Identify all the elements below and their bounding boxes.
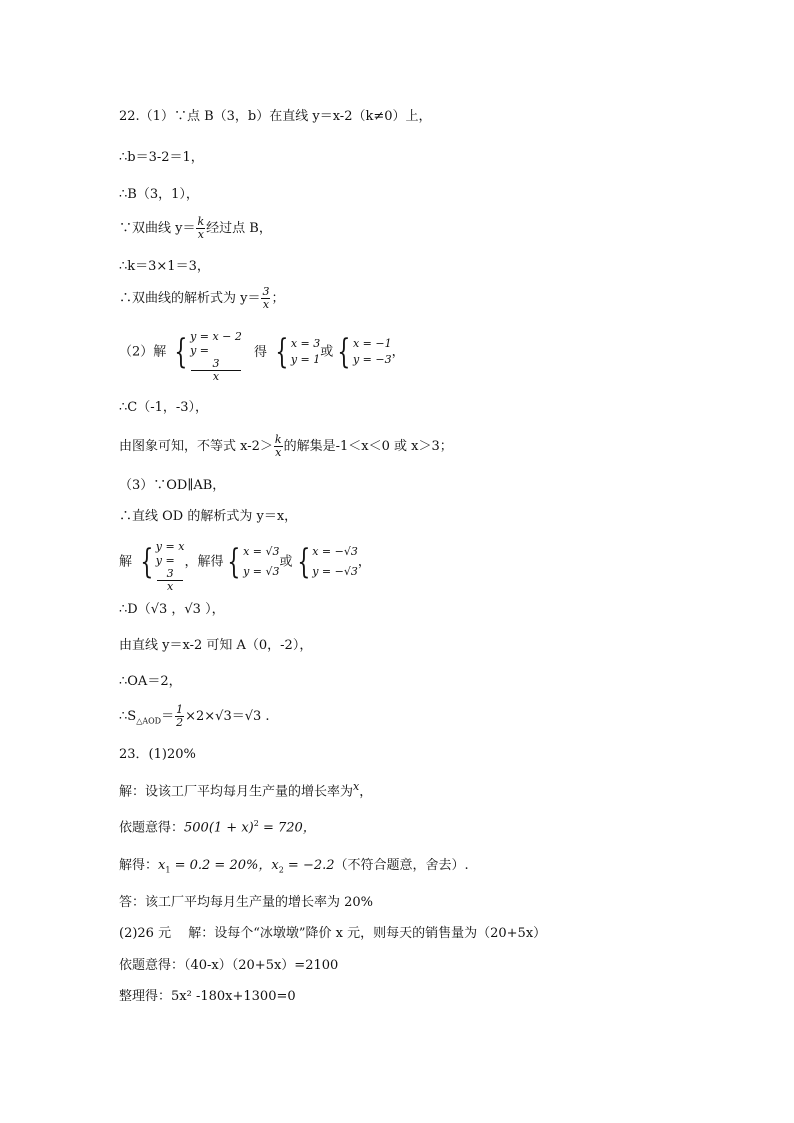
analytic-line xyxy=(119,286,285,311)
area-line xyxy=(119,704,270,731)
text-line: 22.（1）∵点 B（3，b）在直线 y＝x-2（k≠0）上， xyxy=(119,109,432,124)
equation: x = 3 xyxy=(290,337,321,350)
equation: y = √3 xyxy=(243,565,280,578)
equation-system xyxy=(170,330,242,383)
text: 解：设该工厂平均每月生产量的增长率为 xyxy=(119,784,354,800)
hyperbola-line xyxy=(119,216,272,241)
numerator: 3 xyxy=(262,285,270,298)
equation xyxy=(190,344,242,383)
equation: x = −1 xyxy=(352,337,392,350)
text: 或 xyxy=(320,344,334,360)
text: 由图象可知，不等式 x-2＞ xyxy=(119,439,273,454)
denominator: x xyxy=(212,370,220,383)
text: ， xyxy=(359,784,373,800)
brace-icon: { xyxy=(275,332,289,372)
text: ，解得 xyxy=(184,554,224,570)
text: ∴S xyxy=(119,709,137,724)
variable: x xyxy=(353,780,360,793)
expression: 500(1 + x) xyxy=(184,820,254,836)
equation-system xyxy=(136,540,185,593)
solution-system xyxy=(271,332,321,372)
numerator: k xyxy=(274,433,282,446)
value: = 0.2 = 20%， xyxy=(170,858,272,873)
text-line: 整理得：5x² -180x+1300=0 xyxy=(119,989,296,1004)
text: 经过点 B， xyxy=(206,221,272,236)
fraction xyxy=(196,216,205,241)
subscript: △AOD xyxy=(136,716,162,726)
text: 的解集是-1＜x＜0 或 x＞3； xyxy=(283,439,453,454)
denominator: x xyxy=(275,446,282,459)
variable: x xyxy=(271,858,279,873)
solution-line xyxy=(119,857,469,880)
text-line: (2)26 元 解：设每个“冰墩墩”降价 x 元，则每天的销售量为（20+5x） xyxy=(119,926,547,941)
text-line: ∴C（-1，-3）， xyxy=(119,400,209,415)
equation: y = −3 xyxy=(352,353,392,366)
system-line-1 xyxy=(119,330,405,383)
text-line: ∴OA＝2， xyxy=(119,674,182,689)
equation: y = 1 xyxy=(290,353,321,366)
subscript: 1 xyxy=(165,865,171,875)
numerator: 3 xyxy=(191,358,241,371)
equation: y = x xyxy=(155,540,185,553)
growth-line xyxy=(119,778,372,801)
inequality-line xyxy=(119,434,453,459)
equation: y = x − 2 xyxy=(190,330,242,343)
subscript: 2 xyxy=(278,865,284,875)
text: y = xyxy=(190,344,209,357)
equation: x = −√3 xyxy=(312,545,358,558)
text-line: ∴D（√3 ，√3 ）， xyxy=(119,602,225,617)
brace-icon: { xyxy=(296,542,310,582)
text: 解得： xyxy=(119,858,159,873)
fraction xyxy=(261,286,270,311)
text: 依题意得： xyxy=(119,820,185,836)
value: = −2.2 xyxy=(283,858,335,873)
equation xyxy=(156,554,185,593)
denominator: x xyxy=(167,580,174,593)
text: ； xyxy=(271,291,285,306)
solution-system xyxy=(333,332,392,372)
text-line: （3）∵OD∥AB， xyxy=(119,478,226,493)
equation-line xyxy=(119,815,316,837)
fraction xyxy=(274,434,283,459)
fraction xyxy=(191,358,241,383)
text: ∴双曲线的解析式为 y＝ xyxy=(119,291,261,306)
text: ， xyxy=(357,554,371,570)
text: （不符合题意，舍去）. xyxy=(334,858,469,873)
variable: x xyxy=(158,858,166,873)
brace-icon: { xyxy=(337,332,351,372)
denominator: x xyxy=(262,298,270,311)
numerator: 3 xyxy=(157,568,184,581)
brace-icon: { xyxy=(174,332,188,372)
brace-icon: { xyxy=(227,542,241,582)
denominator: 2 xyxy=(176,716,184,729)
exponent: 2 xyxy=(253,819,259,828)
text-line: 答：该工厂平均每月生产量的增长率为 20% xyxy=(119,895,374,910)
text: ， xyxy=(391,344,405,360)
text: y = xyxy=(155,554,175,567)
numerator: k xyxy=(197,215,205,228)
text: 解 xyxy=(119,554,133,570)
text-line: ∴b＝3-2＝1， xyxy=(119,150,204,165)
text: 或 xyxy=(279,554,293,570)
text: ＝ xyxy=(161,709,175,724)
text-line: 23．(1)20% xyxy=(119,747,196,762)
text-line: ∴B（3，1）， xyxy=(119,187,199,202)
numerator: 1 xyxy=(176,703,184,716)
text: ×2×√3＝√3 . xyxy=(185,709,270,724)
solution-system xyxy=(223,542,280,582)
fraction xyxy=(175,704,184,729)
equation: x = √3 xyxy=(243,545,280,558)
text-line: 由直线 y＝x-2 可知 A（0，-2）， xyxy=(119,638,313,653)
text: 得 xyxy=(254,344,268,360)
text-line: ∴直线 OD 的解析式为 y＝x， xyxy=(119,509,298,524)
solution-system xyxy=(293,542,358,582)
expression: = 720， xyxy=(258,820,316,836)
system-line-2 xyxy=(119,540,371,593)
brace-icon: { xyxy=(140,542,154,582)
text-line: 依题意得：（40-x）（20+5x）=2100 xyxy=(119,958,339,973)
fraction xyxy=(157,568,184,593)
text: ∵双曲线 y＝ xyxy=(119,221,196,236)
equation: y = −√3 xyxy=(312,565,358,578)
denominator: x xyxy=(197,228,204,241)
text-line: ∴k＝3×1＝3， xyxy=(119,259,210,274)
text: （2）解 xyxy=(119,344,167,360)
